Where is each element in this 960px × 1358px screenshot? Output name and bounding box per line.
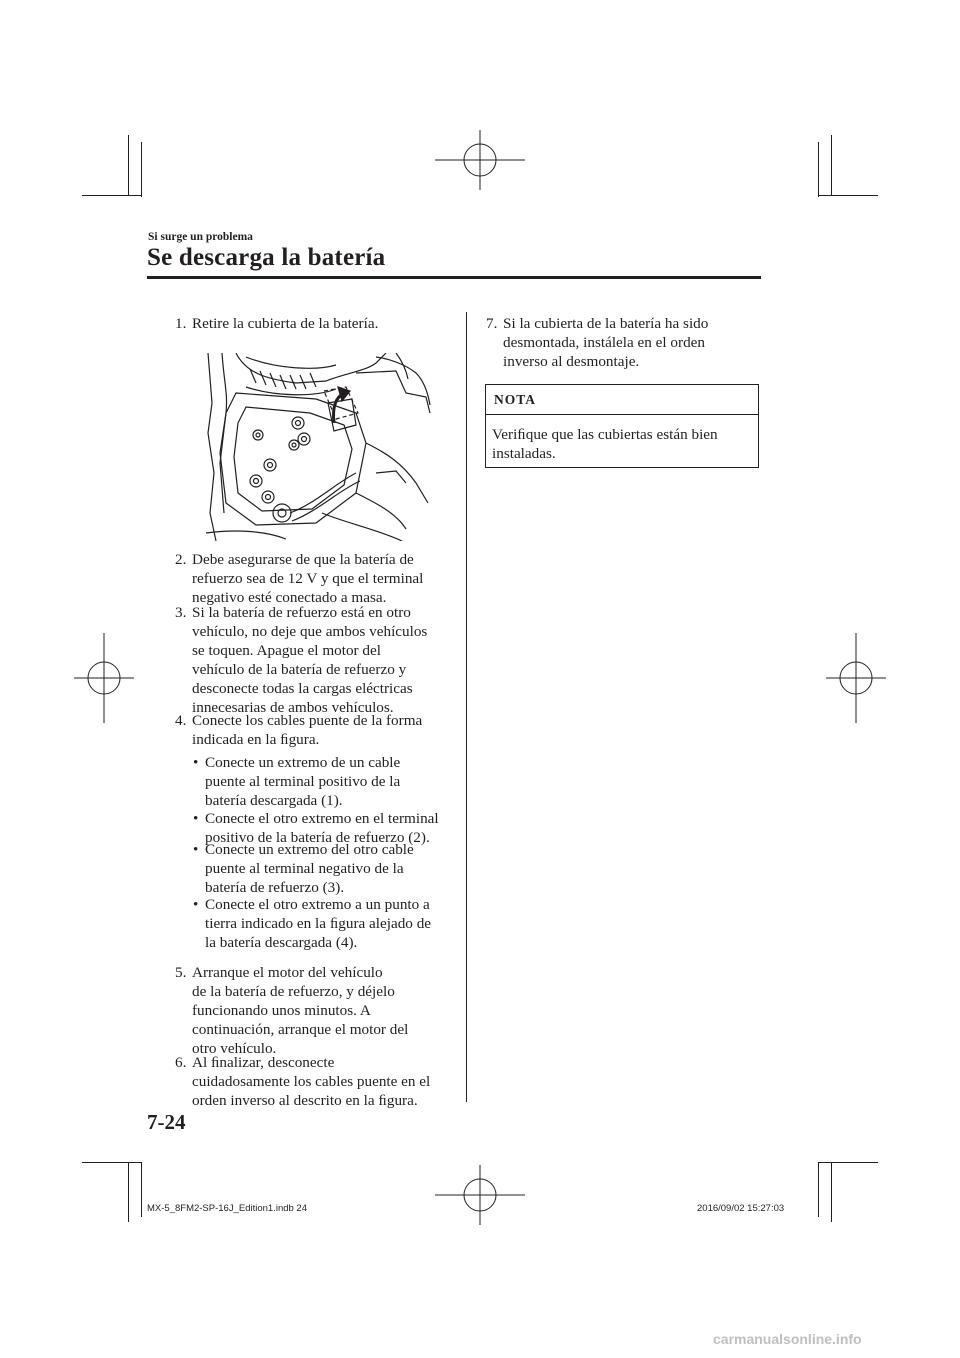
- step-line: orden inverso al descrito en la ﬁgura.: [192, 1092, 418, 1109]
- step-line: inverso al desmontaje.: [503, 353, 640, 370]
- step-line: negativo esté conectado a masa.: [192, 589, 387, 606]
- bullet-item: [193, 840, 463, 897]
- watermark: carmanualsonline.info: [713, 1331, 862, 1347]
- step-line: se toquen. Apague el motor del: [192, 642, 381, 659]
- step-number: 1.: [175, 315, 187, 332]
- bullet-line: tierra indicado en la ﬁgura alejado de: [205, 915, 432, 932]
- bullet-dot: •: [193, 754, 199, 771]
- step-number: 2.: [175, 551, 187, 568]
- bullet-item: [193, 753, 463, 810]
- step-4: [175, 711, 460, 749]
- step-line: innecesarias de ambos vehículos.: [192, 699, 394, 716]
- step-line: vehículo, no deje que ambos vehículos: [192, 623, 428, 640]
- step-6: [175, 1053, 460, 1110]
- step-number: 7.: [486, 315, 498, 332]
- bullet-line: positivo de la batería de refuerzo (2).: [205, 829, 430, 846]
- step-line: Debe asegurarse de que la batería de: [192, 551, 414, 568]
- bullet-line: batería de refuerzo (3).: [205, 879, 345, 896]
- step-number: 3.: [175, 604, 187, 621]
- bullet-dot: •: [193, 841, 199, 858]
- column-divider: [466, 312, 467, 1102]
- bullet-line: Conecte un extremo de un cable: [205, 754, 401, 771]
- step-line: desmontada, instálela en el orden: [503, 334, 706, 351]
- step-line: Si la batería de refuerzo está en otro: [192, 604, 411, 621]
- step-number: 5.: [175, 964, 187, 981]
- step-line: indicada en la ﬁgura.: [192, 731, 320, 748]
- step-line: Arranque el motor del vehículo: [192, 964, 383, 981]
- step-line: desconecte todas la cargas eléctricas: [192, 680, 413, 697]
- nota-header: [486, 385, 758, 415]
- bullet-item: [193, 895, 463, 952]
- step-1: [175, 314, 460, 333]
- step-line: funcionando unos minutos. A: [192, 1002, 371, 1019]
- nota-line: instaladas.: [492, 445, 556, 462]
- registration-mark-right-icon: [826, 633, 886, 723]
- bullet-line: Conecte un extremo del otro cable: [205, 841, 414, 858]
- step-line: vehículo de la batería de refuerzo y: [192, 661, 407, 678]
- bullet-line: Conecte el otro extremo en el terminal: [205, 810, 439, 827]
- bullet-line: Conecte el otro extremo a un punto a: [205, 896, 430, 913]
- step-text: Retire la cubierta de la batería.: [192, 315, 379, 332]
- title-rule: [147, 276, 761, 279]
- bullet-dot: •: [193, 896, 199, 913]
- step-line: continuación, arranque el motor del: [192, 1021, 409, 1038]
- bullet-line: batería descargada (1).: [205, 792, 343, 809]
- footer-file: MX-5_8FM2-SP-16J_Edition1.indb 24: [147, 1203, 308, 1214]
- page-title: Se descarga la batería: [147, 244, 386, 271]
- section-label: Si surge un problema: [148, 231, 253, 243]
- page-number: 7-24: [147, 1110, 186, 1134]
- step-3: [175, 603, 460, 717]
- nota-text: [492, 425, 754, 463]
- nota-title: NOTA: [494, 392, 537, 407]
- step-5: [175, 963, 460, 1058]
- step-7: [486, 314, 761, 371]
- battery-cover-removal-illustration: [206, 353, 432, 541]
- bullet-line: puente al terminal negativo de la: [205, 860, 404, 877]
- footer-timestamp: 2016/09/02 15:27:03: [697, 1203, 785, 1214]
- step-number: 4.: [175, 712, 187, 729]
- bullet-dot: •: [193, 810, 199, 827]
- step-line: otro vehículo.: [192, 1040, 277, 1057]
- step-line: cuidadosamente los cables puente en el: [192, 1073, 431, 1090]
- step-number: 6.: [175, 1054, 187, 1071]
- registration-mark-bottom-icon: [435, 1165, 525, 1225]
- step-2: [175, 550, 460, 607]
- bullet-line: la batería descargada (4).: [205, 934, 358, 951]
- step-line: Al ﬁnalizar, desconecte: [192, 1054, 335, 1071]
- step-line: Si la cubierta de la batería ha sido: [503, 315, 709, 332]
- registration-mark-top-icon: [435, 130, 525, 190]
- registration-mark-left-icon: [74, 633, 134, 723]
- nota-box: [485, 384, 759, 468]
- nota-line: Veriﬁque que las cubiertas están bien: [492, 426, 718, 443]
- step-line: refuerzo sea de 12 V y que el terminal: [192, 570, 424, 587]
- bullet-line: puente al terminal positivo de la: [205, 773, 401, 790]
- step-line: de la batería de refuerzo, y déjelo: [192, 983, 395, 1000]
- step-line: Conecte los cables puente de la forma: [192, 712, 423, 729]
